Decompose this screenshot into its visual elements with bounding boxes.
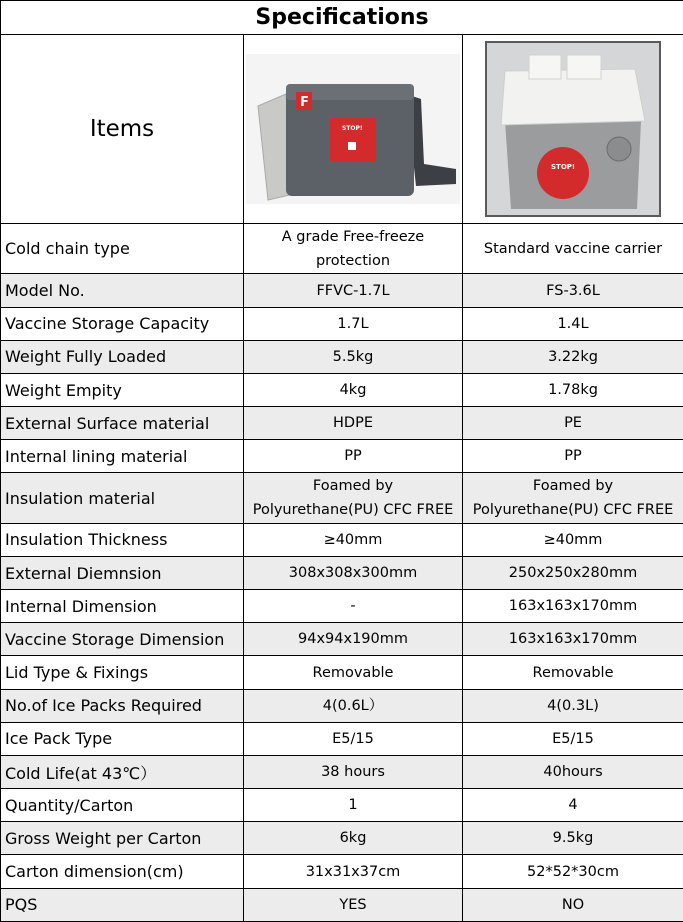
- row-label: Model No.: [1, 274, 244, 307]
- value-fs: [463, 224, 683, 274]
- value-ffvc: [244, 274, 463, 307]
- value-fs: [463, 755, 683, 788]
- value-fs: [463, 307, 683, 340]
- value-line: Foamed by: [312, 478, 394, 495]
- value-ffvc: [244, 855, 463, 888]
- value-fs: [463, 523, 683, 556]
- value-line: A grade Free-freeze: [281, 228, 425, 245]
- table-row: [1, 789, 683, 822]
- value-line: PE: [564, 415, 582, 432]
- value-line: Polyurethane(PU) CFC FREE: [252, 502, 454, 519]
- value-line: 6kg: [339, 830, 367, 847]
- value-fs: [463, 440, 683, 473]
- table-row: [1, 307, 683, 340]
- value-line: NO: [561, 896, 585, 913]
- table-row: [1, 656, 683, 689]
- table-row: [1, 623, 683, 656]
- value-ffvc: [244, 340, 463, 373]
- table-row: [1, 224, 683, 274]
- product-image-ffvc: [244, 35, 463, 224]
- value-ffvc: [244, 722, 463, 755]
- row-label: Vaccine Storage Dimension: [1, 623, 244, 656]
- value-line: 1.7L: [337, 315, 369, 332]
- row-label: Internal lining material: [1, 440, 244, 473]
- value-line: 1.78kg: [548, 382, 598, 399]
- table-title: Specifications: [1, 1, 683, 35]
- value-fs: [463, 855, 683, 888]
- vaccine-carrier-fs-image: [485, 41, 661, 217]
- row-label: External Surface material: [1, 407, 244, 440]
- row-label: Gross Weight per Carton: [1, 822, 244, 855]
- row-label: Weight Fully Loaded: [1, 340, 244, 373]
- value-line: 5.5kg: [332, 348, 374, 365]
- product-image-fs: [463, 35, 683, 224]
- value-ffvc: [244, 822, 463, 855]
- row-label: No.of Ice Packs Required: [1, 689, 244, 722]
- row-label: Quantity/Carton: [1, 789, 244, 822]
- row-label: Internal Dimension: [1, 590, 244, 623]
- value-line: Foamed by: [532, 478, 614, 495]
- value-line: Standard vaccine carrier: [483, 240, 663, 257]
- table-row: [1, 822, 683, 855]
- value-line: ≥40mm: [543, 531, 603, 548]
- value-fs: [463, 340, 683, 373]
- value-fs: [463, 373, 683, 406]
- value-ffvc: [244, 307, 463, 340]
- row-label: Carton dimension(cm): [1, 855, 244, 888]
- value-line: 9.5kg: [552, 830, 594, 847]
- value-line: 308x308x300mm: [288, 565, 418, 581]
- value-fs: [463, 407, 683, 440]
- cooler-box-ffvc-image: [246, 54, 460, 204]
- svg-text:STOP!: STOP!: [551, 163, 576, 172]
- row-label: Vaccine Storage Capacity: [1, 307, 244, 340]
- value-ffvc: [244, 755, 463, 788]
- value-ffvc: [244, 689, 463, 722]
- table-row: [1, 722, 683, 755]
- value-ffvc: [244, 224, 463, 274]
- row-label: Ice Pack Type: [1, 722, 244, 755]
- value-ffvc: [244, 888, 463, 921]
- row-label: Insulation material: [1, 473, 244, 523]
- value-fs: [463, 822, 683, 855]
- value-ffvc: [244, 556, 463, 589]
- value-line: FS-3.6L: [546, 282, 600, 299]
- value-line: 250x250x280mm: [508, 565, 638, 581]
- value-line: 163x163x170mm: [508, 631, 638, 648]
- table-row: [1, 755, 683, 788]
- value-fs: [463, 888, 683, 921]
- row-label: Cold Life(at 43℃）: [1, 755, 244, 788]
- items-header: Items: [1, 35, 244, 224]
- value-line: 3.22kg: [548, 348, 598, 365]
- row-label: PQS: [1, 888, 244, 921]
- value-fs: [463, 689, 683, 722]
- value-line: YES: [339, 896, 367, 913]
- value-line: Removable: [312, 664, 394, 681]
- value-ffvc: [244, 656, 463, 689]
- value-fs: [463, 789, 683, 822]
- value-line: ≥40mm: [323, 531, 383, 548]
- value-line: 4(0.3L): [547, 697, 599, 714]
- table-row: [1, 689, 683, 722]
- value-line: HDPE: [333, 415, 373, 432]
- value-line: PP: [564, 448, 582, 465]
- value-line: 40hours: [543, 764, 603, 781]
- value-ffvc: [244, 523, 463, 556]
- svg-text:F: F: [300, 95, 309, 111]
- value-line: Polyurethane(PU) CFC FREE: [472, 502, 674, 519]
- svg-text:STOP!: STOP!: [342, 125, 363, 133]
- value-line: 1.4L: [557, 315, 589, 332]
- table-row: [1, 473, 683, 523]
- value-line: FFVC-1.7L: [316, 282, 390, 299]
- value-fs: [463, 274, 683, 307]
- value-line: 52*52*30cm: [527, 863, 619, 880]
- row-label: External Diemnsion: [1, 556, 244, 589]
- value-line: protection: [315, 252, 391, 269]
- value-line: 163x163x170mm: [508, 598, 638, 615]
- row-label: Lid Type & Fixings: [1, 656, 244, 689]
- value-line: 94x94x190mm: [298, 631, 408, 648]
- table-row: [1, 274, 683, 307]
- value-line: -: [350, 598, 356, 615]
- table-row: [1, 340, 683, 373]
- table-row: [1, 888, 683, 921]
- value-ffvc: [244, 623, 463, 656]
- value-line: 4: [568, 797, 578, 814]
- table-row: [1, 373, 683, 406]
- value-ffvc: [244, 407, 463, 440]
- row-label: Cold chain type: [1, 224, 244, 274]
- value-line: E5/15: [552, 730, 594, 747]
- value-fs: [463, 623, 683, 656]
- value-line: 31x31x37cm: [305, 863, 401, 880]
- table-row: [1, 590, 683, 623]
- value-line: Removable: [532, 664, 614, 681]
- row-label: Weight Empity: [1, 373, 244, 406]
- table-row: [1, 855, 683, 888]
- value-ffvc: [244, 789, 463, 822]
- table-row: [1, 523, 683, 556]
- value-line: 4kg: [339, 382, 367, 399]
- value-line: 38 hours: [321, 764, 385, 781]
- value-ffvc: [244, 373, 463, 406]
- value-ffvc: [244, 590, 463, 623]
- value-fs: [463, 473, 683, 523]
- table-row: [1, 407, 683, 440]
- value-fs: [463, 656, 683, 689]
- row-label: Insulation Thickness: [1, 523, 244, 556]
- value-fs: [463, 590, 683, 623]
- table-row: [1, 556, 683, 589]
- value-ffvc: [244, 440, 463, 473]
- value-line: E5/15: [332, 730, 374, 747]
- value-fs: [463, 556, 683, 589]
- value-line: 4(0.6L）: [322, 697, 384, 714]
- value-ffvc: [244, 473, 463, 523]
- table-row: [1, 440, 683, 473]
- value-line: 1: [348, 797, 358, 814]
- value-fs: [463, 722, 683, 755]
- value-line: PP: [344, 448, 362, 465]
